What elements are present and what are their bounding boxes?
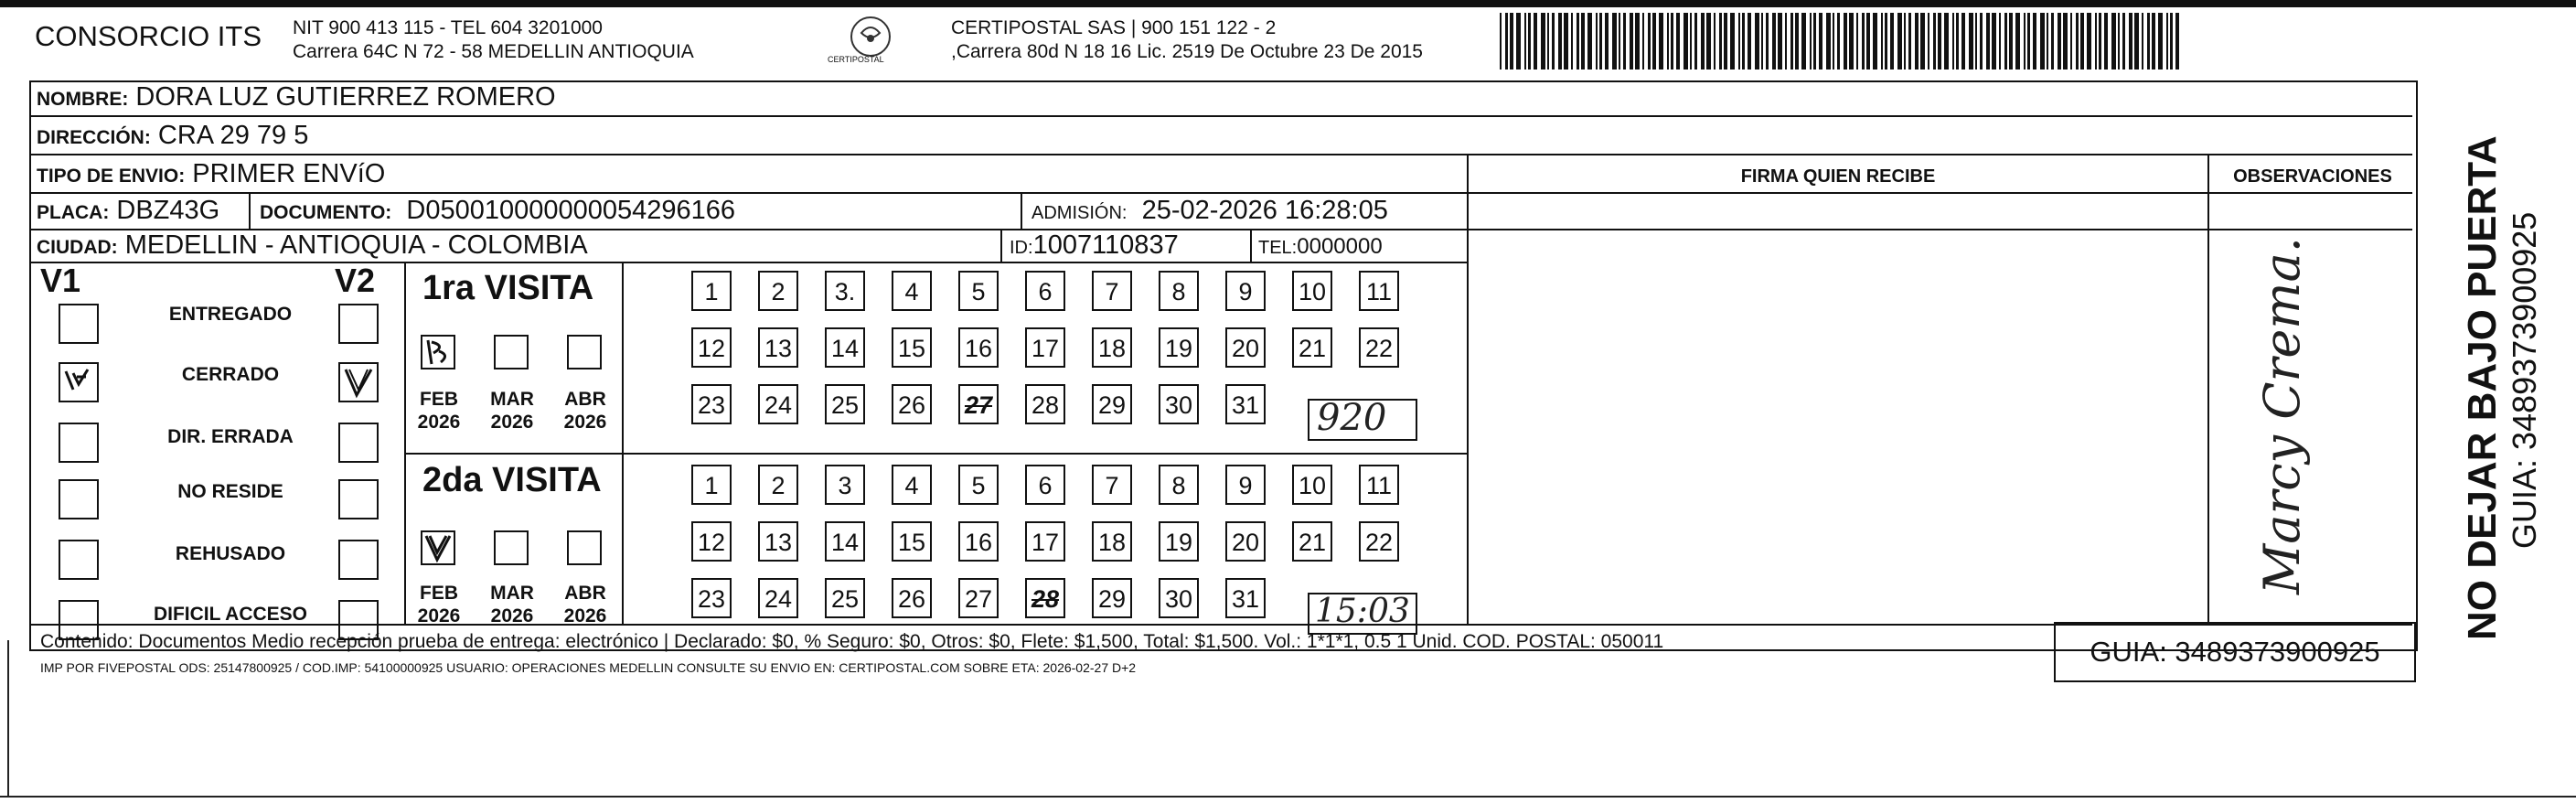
second-visit-day-21[interactable]: 21 (1292, 521, 1332, 562)
v2-feb-label: FEB 2026 (417, 583, 461, 626)
id-field (1010, 230, 1179, 261)
first-visit-day-3[interactable]: 3. (825, 271, 865, 311)
status-rehusado: REHUSADO (175, 543, 286, 564)
second-visit-day-23[interactable]: 23 (691, 578, 732, 618)
delivery-form (29, 80, 2418, 675)
v1-dir-errada-checkbox[interactable] (59, 423, 99, 463)
v2-month-abr-checkbox[interactable] (567, 530, 602, 565)
ciudad-field (37, 230, 588, 261)
first-visit-day-16[interactable]: 16 (958, 327, 999, 368)
v2-no-reside-checkbox[interactable] (338, 479, 379, 519)
company-info (293, 16, 694, 64)
second-visit-day-30[interactable]: 30 (1159, 578, 1199, 618)
first-visit-day-23[interactable]: 23 (691, 384, 732, 424)
v1-rehusado-checkbox[interactable] (59, 540, 99, 580)
v1-mar-label: MAR 2026 (490, 389, 534, 433)
second-visit-title: 2da VISITA (422, 461, 602, 499)
first-visit-day-8[interactable]: 8 (1159, 271, 1199, 311)
first-visit-day-29[interactable]: 29 (1092, 384, 1132, 424)
first-visit-day-27[interactable]: 27 (958, 384, 999, 424)
status-dificil-acceso: DIFICIL ACCESO (153, 604, 307, 625)
first-visit-day-12[interactable]: 12 (691, 327, 732, 368)
first-visit-day-31[interactable]: 31 (1225, 384, 1266, 424)
top-edge (0, 0, 2576, 7)
status-entregado: ENTREGADO (168, 304, 293, 325)
bottom-cut-line (0, 796, 2576, 798)
second-visit-day-8[interactable]: 8 (1159, 465, 1199, 505)
v2-rehusado-checkbox[interactable] (338, 540, 379, 580)
v1-cerrado-checkbox[interactable] (59, 362, 99, 402)
tel-value: 0000000 (1297, 234, 1383, 259)
status-dir-errada: DIR. ERRADA (167, 426, 294, 447)
second-visit-day-27[interactable]: 27 (958, 578, 999, 618)
first-visit-day-10[interactable]: 10 (1292, 271, 1332, 311)
documento-field (260, 196, 735, 226)
v2-cerrado-mark-icon (340, 364, 377, 401)
nombre-field (37, 82, 556, 112)
first-visit-day-25[interactable]: 25 (825, 384, 865, 424)
v1-month-feb-checkbox[interactable] (421, 335, 455, 369)
nombre-label: NOMBRE: (37, 89, 129, 110)
first-visit-time: 920 (1317, 397, 1387, 439)
documento-value: D050010000000054296166 (406, 196, 736, 225)
first-visit-day-19[interactable]: 19 (1159, 327, 1199, 368)
second-visit-day-3[interactable]: 3 (825, 465, 865, 505)
id-label: ID: (1010, 238, 1033, 258)
direccion-field (37, 121, 308, 151)
admision-label: ADMISIÓN: (1031, 203, 1128, 223)
nombre-value: DORA LUZ GUTIERREZ ROMERO (135, 82, 556, 112)
side-warning: NO DEJAR BAJO PUERTA (2460, 135, 2505, 640)
first-visit-day-17[interactable]: 17 (1025, 327, 1065, 368)
direccion-label: DIRECCIÓN: (37, 127, 151, 148)
second-visit-day-5[interactable]: 5 (958, 465, 999, 505)
v1-month-mar-checkbox[interactable] (494, 335, 529, 369)
second-visit-day-7[interactable]: 7 (1092, 465, 1132, 505)
second-visit-day-10[interactable]: 10 (1292, 465, 1332, 505)
certipostal-license: ,Carrera 80d N 18 16 Lic. 2519 De Octubre 23 De 2015 (951, 41, 1423, 62)
tel-field (1258, 234, 1383, 260)
second-visit-day-24[interactable]: 24 (758, 578, 798, 618)
second-visit-day-1[interactable]: 1 (691, 465, 732, 505)
first-visit-day-15[interactable]: 15 (892, 327, 932, 368)
id-value: 1007110837 (1032, 230, 1179, 260)
v2-entregado-checkbox[interactable] (338, 304, 379, 344)
first-visit-day-28[interactable]: 28 (1025, 384, 1065, 424)
left-cut-line (7, 640, 9, 798)
first-visit-day-4[interactable]: 4 (892, 271, 932, 311)
second-visit-day-17[interactable]: 17 (1025, 521, 1065, 562)
second-visit-time-box[interactable] (1308, 593, 1417, 635)
tel-label: TEL: (1258, 238, 1298, 258)
v1-abr-label: ABR 2026 (563, 389, 607, 433)
ciudad-label: CIUDAD: (37, 237, 118, 258)
v2-label: V2 (335, 262, 376, 299)
first-visit-day-14[interactable]: 14 (825, 327, 865, 368)
certipostal-info (951, 16, 1423, 64)
first-visit-day-18[interactable]: 18 (1092, 327, 1132, 368)
second-visit-day-2[interactable]: 2 (758, 465, 798, 505)
second-visit-day-11[interactable]: 11 (1359, 465, 1399, 505)
v2-month-mar-checkbox[interactable] (494, 530, 529, 565)
first-visit-day-22[interactable]: 22 (1359, 327, 1399, 368)
first-visit-day-7[interactable]: 7 (1092, 271, 1132, 311)
first-visit-day-2[interactable]: 2 (758, 271, 798, 311)
first-visit-day-13[interactable]: 13 (758, 327, 798, 368)
v1-feb-label: FEB 2026 (417, 389, 461, 433)
certipostal-line: CERTIPOSTAL SAS | 900 151 122 - 2 (951, 17, 1277, 38)
firma-header: FIRMA QUIEN RECIBE (1740, 166, 1936, 187)
v1-cerrado-mark-icon (60, 364, 97, 401)
observaciones-handwriting: Marcy Crema. (2253, 237, 2311, 594)
direccion-value: CRA 29 79 5 (157, 121, 309, 150)
admision-field (1031, 196, 1388, 226)
first-visit-day-26[interactable]: 26 (892, 384, 932, 424)
observaciones-header: OBSERVACIONES (2233, 166, 2392, 187)
first-visit-day-1[interactable]: 1 (691, 271, 732, 311)
v2-abr-label: ABR 2026 (563, 583, 607, 626)
feb-second-mark-icon (422, 532, 454, 563)
second-visit-day-19[interactable]: 19 (1159, 521, 1199, 562)
logo-caption: CERTIPOSTAL (828, 55, 884, 64)
footer-content: Contenido: Documentos Medio recepción prueba de entrega: electrónico | Declarado: $0, % Seguro: $0, Otros: $0, Flete: $1,500, Total: $1,500. Vol.: 1*1*1, 0.5 1 Unid. COD. POSTAL: 050011 (40, 631, 1664, 652)
address-line: Carrera 64C N 72 - 58 MEDELLIN ANTIOQUIA (293, 41, 694, 62)
second-visit-day-26[interactable]: 26 (892, 578, 932, 618)
v2-cerrado-checkbox[interactable] (338, 362, 379, 402)
tipo-envio-field (37, 159, 385, 189)
footer-usuario: IMP POR FIVEPOSTAL ODS: 25147800925 / COD.IMP: 54100000925 USUARIO: OPERACIONES MEDELLIN CONSULTE SU ENVIO EN: CERTIPOSTAL.COM SOBRE ETA: 2026-02-27 D+2 (40, 660, 1137, 675)
first-visit-day-9[interactable]: 9 (1225, 271, 1266, 311)
second-visit-day-13[interactable]: 13 (758, 521, 798, 562)
v2-mar-label: MAR 2026 (490, 583, 534, 626)
tipo-envio-label: TIPO DE ENVIO: (37, 166, 186, 187)
first-visit-day-21[interactable]: 21 (1292, 327, 1332, 368)
guia-box: GUIA: 3489373900925 (2054, 622, 2416, 682)
second-visit-day-9[interactable]: 9 (1225, 465, 1266, 505)
first-visit-title: 1ra VISITA (422, 269, 594, 307)
feb-mark-icon (422, 337, 454, 368)
first-visit-day-30[interactable]: 30 (1159, 384, 1199, 424)
ciudad-value: MEDELLIN - ANTIOQUIA - COLOMBIA (124, 230, 588, 260)
admision-value: 25-02-2026 16:28:05 (1141, 196, 1388, 225)
first-visit-day-20[interactable]: 20 (1225, 327, 1266, 368)
v1-no-reside-checkbox[interactable] (59, 479, 99, 519)
second-visit-day-25[interactable]: 25 (825, 578, 865, 618)
second-visit-day-22[interactable]: 22 (1359, 521, 1399, 562)
documento-label: DOCUMENTO: (260, 202, 392, 223)
first-visit-day-6[interactable]: 6 (1025, 271, 1065, 311)
second-visit-day-6[interactable]: 6 (1025, 465, 1065, 505)
v1-month-abr-checkbox[interactable] (567, 335, 602, 369)
signature-area[interactable] (1469, 194, 2207, 624)
placa-value: DBZ43G (116, 196, 220, 225)
second-visit-day-4[interactable]: 4 (892, 465, 932, 505)
second-visit-day-28[interactable]: 28 (1025, 578, 1065, 618)
v2-month-feb-checkbox[interactable] (421, 530, 455, 565)
first-visit-day-24[interactable]: 24 (758, 384, 798, 424)
barcode (1500, 13, 2186, 70)
v1-entregado-checkbox[interactable] (59, 304, 99, 344)
second-visit-time: 15:03 (1315, 593, 1410, 630)
tipo-envio-value: PRIMER ENVíO (192, 159, 386, 188)
second-visit-day-18[interactable]: 18 (1092, 521, 1132, 562)
first-visit-day-11[interactable]: 11 (1359, 271, 1399, 311)
second-visit-day-14[interactable]: 14 (825, 521, 865, 562)
second-visit-day-29[interactable]: 29 (1092, 578, 1132, 618)
company-name: CONSORCIO ITS (35, 20, 262, 52)
status-no-reside: NO RESIDE (177, 481, 283, 502)
placa-field (37, 196, 219, 226)
certipostal-logo-icon (850, 16, 891, 57)
second-visit-day-15[interactable]: 15 (892, 521, 932, 562)
second-visit-day-31[interactable]: 31 (1225, 578, 1266, 618)
v1-label: V1 (40, 262, 81, 299)
nit-line: NIT 900 413 115 - TEL 604 3201000 (293, 17, 603, 38)
side-guia: GUIA: 3489373900925 (2506, 211, 2543, 549)
status-cerrado: CERRADO (181, 364, 280, 385)
second-visit-day-20[interactable]: 20 (1225, 521, 1266, 562)
placa-label: PLACA: (37, 202, 110, 223)
second-visit-day-12[interactable]: 12 (691, 521, 732, 562)
v2-dir-errada-checkbox[interactable] (338, 423, 379, 463)
first-visit-time-box[interactable] (1308, 399, 1417, 441)
second-visit-day-16[interactable]: 16 (958, 521, 999, 562)
first-visit-day-5[interactable]: 5 (958, 271, 999, 311)
